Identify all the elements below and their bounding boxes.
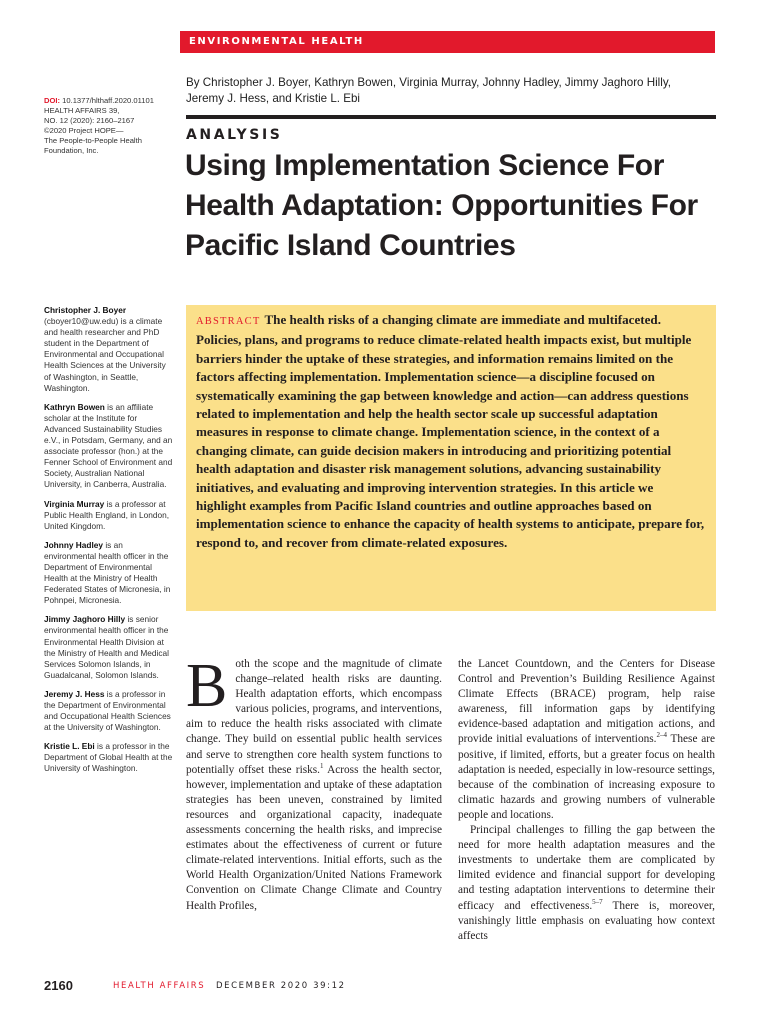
article-metadata [44,96,174,156]
author-bio [44,614,174,681]
author-bio-text: is a professor in the Department of Environmental and Occupational Health Sciences at the University of Washington. [44,688,171,733]
author-bio-text: (cboyer10@uw.edu) is a climate and health researcher and PhD student in the Department of Environmental and Occupational Health Sciences at the University of Washington, in Seattle, Washington. [44,316,166,393]
section-banner [180,31,715,53]
abstract-label: ABSTRACT [196,316,261,327]
body-text: There is, moreover, vanishingly little emphasis on evaluating how context affects [458,899,715,942]
body-column-left [186,652,442,914]
author-bio [44,741,174,774]
author-bio [44,402,174,491]
author-bio [44,499,174,532]
body-paragraph [458,657,715,823]
body-text: Across the health sector, however, implementation and uptake of these adaptation strategies has been uneven, constrained by limited resources and organizational capacity, inadequate assessments concerning the health risks, and imprecise estimates about the effectiveness of current or future climate-related interventions. Initial efforts, such as the World Health Organization/United Nations Framework Convention on Climate Change Climate and Country Health Profiles, [186,763,442,912]
page-footer [44,978,724,994]
abstract-paragraph [196,311,706,552]
body-paragraph [186,652,442,914]
issue-pages: NO. 12 (2020): 2160–2167 [44,116,135,125]
author-bio-text: is an environmental health officer in the Department of Environmental Health at the Ministry of Health Federated States of Micronesia, in Pohnpei, Micronesia. [44,539,171,606]
author-name: Christopher J. Boyer [44,305,127,315]
drop-cap: B [186,652,228,720]
publisher: The People-to-People Health Foundation, Inc. [44,136,142,155]
doi-line [44,96,174,106]
reference-marker[interactable]: 5–7 [592,897,603,906]
body-text: Principal challenges to filling the gap between the need for more health adaptation measures and the investments to undertake them are complicated by limited evidence and financial support for developing and testing adaptation interventions to determine their efficacy and effectiveness. [458,824,715,912]
author-byline: By Christopher J. Boyer, Kathryn Bowen, Virginia Murray, Johnny Hadley, Jimmy Jaghoro Hilly, Jeremy J. Hess, and Kristie L. Ebi [186,76,671,105]
author-name: Kristie L. Ebi [44,741,95,752]
footer-journal: HEALTH AFFAIRS [113,981,206,991]
doi-value[interactable]: 10.1377/hlthaff.2020.01101 [62,96,154,105]
footer-issue: DECEMBER 2020 39:12 [216,981,346,991]
title-rule [186,115,716,119]
author-bio [44,305,174,394]
author-name: Virginia Murray [44,498,105,509]
author-name: Jimmy Jaghoro Hilly [44,614,126,625]
article-type: ANALYSIS [186,127,283,143]
abstract-box [186,305,716,611]
author-bio-text: is senior environmental health officer in the Environmental Health Division at the Ministry of Health and Medical Services Solomon Islands, in Guadalcanal, Solomon Islands. [44,614,169,680]
journal-volume: HEALTH AFFAIRS 39, [44,106,120,115]
section-banner-label: ENVIRONMENTAL HEALTH [189,36,364,47]
author-bio [44,689,174,733]
page-number: 2160 [44,978,73,993]
doi-label: DOI: [44,96,61,105]
reference-marker[interactable]: 1 [319,761,324,770]
author-name: Kathryn Bowen [44,401,105,412]
author-bios [44,305,174,783]
body-text: oth the scope and the magnitude of climate change–related health risks are daunting. Health adaptation efforts, which encompass various policies, programs, and interventions, aim to reduce the health risks associated with climate change. They build on essential public health services and serve to strengthen core health system functions to potentially offset these risks. [186,658,442,776]
author-bio [44,540,174,607]
body-text: These are positive, if limited, efforts, but a greater focus on health adaptation is needed, especially in low-resource settings, because of the combination of increasing exposure to climatic hazards and growing numbers of vulnerable people and locations. [458,733,715,821]
abstract-text: The health risks of a changing climate are immediate and multifaceted. Policies, plans, and programs to reduce climate-related health impacts exist, but multiple barriers hinder the uptake of these strategies, and information remains limited on the factors affecting implementation. Implementation science—a discipline focused on systematically examining the gap between knowledge and action—can address questions related to implementation and help the health sector scale up successful adaptation measures in response to climate change. Implementation science, in the context of a changing climate, can guide decision makers in introducing and prioritizing potential health adaptation and disaster risk management solutions, advancing sustainability initiatives, and evaluating and improving intervention strategies. In this article we highlight examples from Pacific Island countries and outline approaches based on implementation science to enhance the capacity of health systems to anticipate, prepare for, respond to, and recover from climate-related exposures. [196,312,705,550]
copyright: ©2020 Project HOPE— [44,126,124,135]
author-bio-text: is an affiliate scholar at the Institute for Advanced Sustainability Studies e.V., in Potsdam, Germany, and an associate professor (hon.) at the Fenner School of Environment and Society, Australian National University, in Canberra, Australia. [44,401,173,490]
reference-marker[interactable]: 2–4 [656,731,667,740]
article-title: Using Implementation Science For Health Adaptation: Opportunities For Pacific Island Countries [185,149,698,262]
body-column-right [458,657,715,944]
body-paragraph [458,823,715,944]
author-name: Johnny Hadley [44,539,104,550]
author-name: Jeremy J. Hess [44,688,105,699]
author-bio-text: is a professor at Public Health England, in London, United Kingdom. [44,498,170,531]
body-text: the Lancet Countdown, and the Centers for Disease Control and Prevention’s Building Resilience Against Climate Effects (BRACE) program, help raise awareness, fill information gaps by identifying evidence-based adaptation and mitigation actions, and provide initial evaluations of interventions. [458,658,715,746]
author-bio-text: is a professor in the Department of Global Health at the University of Washington. [44,741,173,774]
